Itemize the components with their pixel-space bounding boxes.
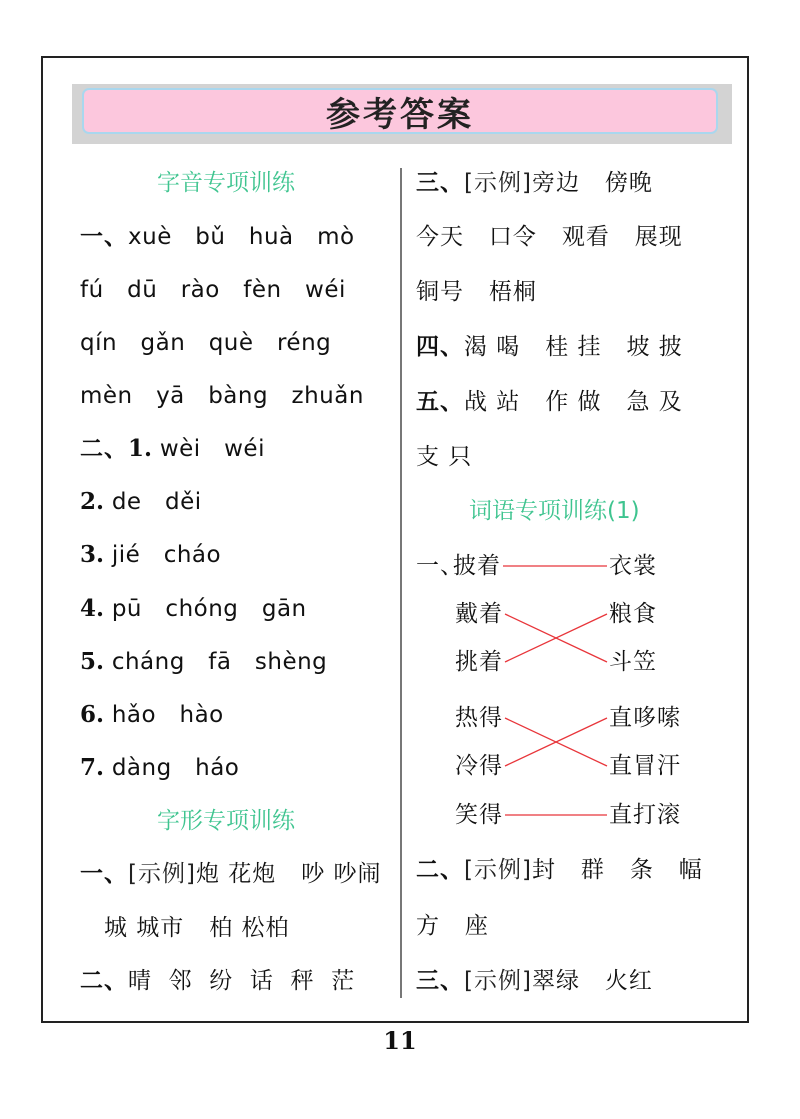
- item-number: 6.: [80, 701, 105, 728]
- answer-text: 封 群 条 幅: [531, 857, 703, 883]
- vocab-q3-line: [416, 966, 653, 996]
- question-prefix: 一、: [80, 223, 128, 250]
- match-right-item: 直打滚: [609, 802, 681, 828]
- pinyin-row: xuè bǔ huà mò: [128, 224, 355, 250]
- item-number: 1.: [128, 435, 153, 462]
- vocab-q2-line-1: [416, 855, 703, 885]
- q4-line: [416, 332, 683, 362]
- match-left-item: 戴着: [455, 601, 503, 627]
- example-tag: [示例]: [464, 170, 532, 196]
- question-prefix: 一、: [80, 860, 128, 887]
- pinyin-q2-item-7: [80, 753, 239, 783]
- answer-text: 炮 花炮 吵 吵闹: [195, 861, 382, 887]
- pinyin-row: qín gǎn què réng: [80, 330, 332, 356]
- form-q1-line-1: [80, 859, 382, 889]
- item-number: 3.: [80, 541, 105, 568]
- match-right-item: 粮食: [609, 601, 657, 627]
- question-prefix: 二、: [80, 435, 128, 462]
- pinyin-q2-item-2: [80, 487, 202, 517]
- match-right-item: 直哆嗦: [609, 705, 681, 731]
- q3-line-2: 今天 口令 观看 展现: [416, 224, 683, 250]
- section-heading-pinyin: 字音专项训练: [157, 170, 295, 196]
- answer-text: 旁边 傍晚: [531, 170, 653, 196]
- pinyin-q2-item-4: [80, 594, 307, 624]
- question-prefix: 五、: [416, 388, 464, 415]
- question-prefix: 二、: [416, 856, 464, 883]
- item-text: jié cháo: [104, 542, 222, 568]
- q3-line-3: 铜号 梧桐: [416, 279, 537, 305]
- answer-text: 翠绿 火红: [531, 968, 653, 994]
- pinyin-q2-item-3: [80, 540, 221, 570]
- q5-line-1: [416, 387, 683, 417]
- item-number: 2.: [80, 488, 105, 515]
- answer-text: 晴 邻 纷 话 秤 茫: [128, 968, 356, 994]
- example-tag: [示例]: [464, 857, 532, 883]
- answer-text: 渴 喝 桂 挂 坡 披: [464, 334, 683, 360]
- pinyin-q2-item-5: [80, 647, 327, 677]
- column-divider: [400, 168, 402, 998]
- pinyin-q2-item-1: [80, 434, 265, 464]
- pinyin-row: mèn yā bàng zhuǎn: [80, 383, 364, 409]
- page-title: 参考答案: [326, 94, 474, 135]
- form-q2-line: [80, 966, 355, 996]
- pinyin-q1-line-1: [80, 222, 355, 252]
- section-heading-vocab: 词语专项训练(1): [469, 498, 640, 524]
- q5-line-2: 支 只: [416, 444, 473, 470]
- item-text: cháng fā shèng: [104, 649, 328, 675]
- example-tag: [示例]: [464, 968, 532, 994]
- match-prefix: 一、: [416, 553, 464, 579]
- form-q1-line-2: 城 城市 柏 松柏: [104, 915, 290, 941]
- question-prefix: 二、: [80, 967, 128, 994]
- item-text: hǎo hào: [104, 702, 224, 728]
- item-number: 4.: [80, 595, 105, 622]
- match-left-item: 热得: [455, 705, 503, 731]
- match-left-item: 挑着: [455, 649, 503, 675]
- q3-line-1: [416, 168, 653, 198]
- match-left-item: 披着: [453, 553, 501, 579]
- item-number: 7.: [80, 754, 105, 781]
- match-right-item: 斗笠: [609, 649, 657, 675]
- item-number: 5.: [80, 648, 105, 675]
- item-text: dàng háo: [104, 755, 240, 781]
- match-right-item: 直冒汗: [609, 753, 681, 779]
- title-banner-inner: [82, 88, 718, 134]
- match-left-item: 笑得: [455, 802, 503, 828]
- question-prefix: 四、: [416, 333, 464, 360]
- answer-text: 战 站 作 做 急 及: [464, 389, 683, 415]
- item-text: de děi: [104, 489, 202, 515]
- section-heading-form: 字形专项训练: [157, 808, 295, 834]
- question-prefix: 三、: [416, 967, 464, 994]
- pinyin-q2-item-6: [80, 700, 224, 730]
- vocab-q2-line-2: 方 座: [416, 913, 489, 939]
- match-right-item: 衣裳: [609, 553, 657, 579]
- item-text: wèi wéi: [152, 436, 265, 462]
- pinyin-row: fú dū rào fèn wéi: [80, 277, 346, 303]
- match-left-item: 冷得: [455, 753, 503, 779]
- item-text: pū chóng gān: [104, 596, 307, 622]
- example-tag: [示例]: [128, 861, 196, 887]
- page-number: 11: [383, 1026, 417, 1055]
- question-prefix: 三、: [416, 169, 464, 196]
